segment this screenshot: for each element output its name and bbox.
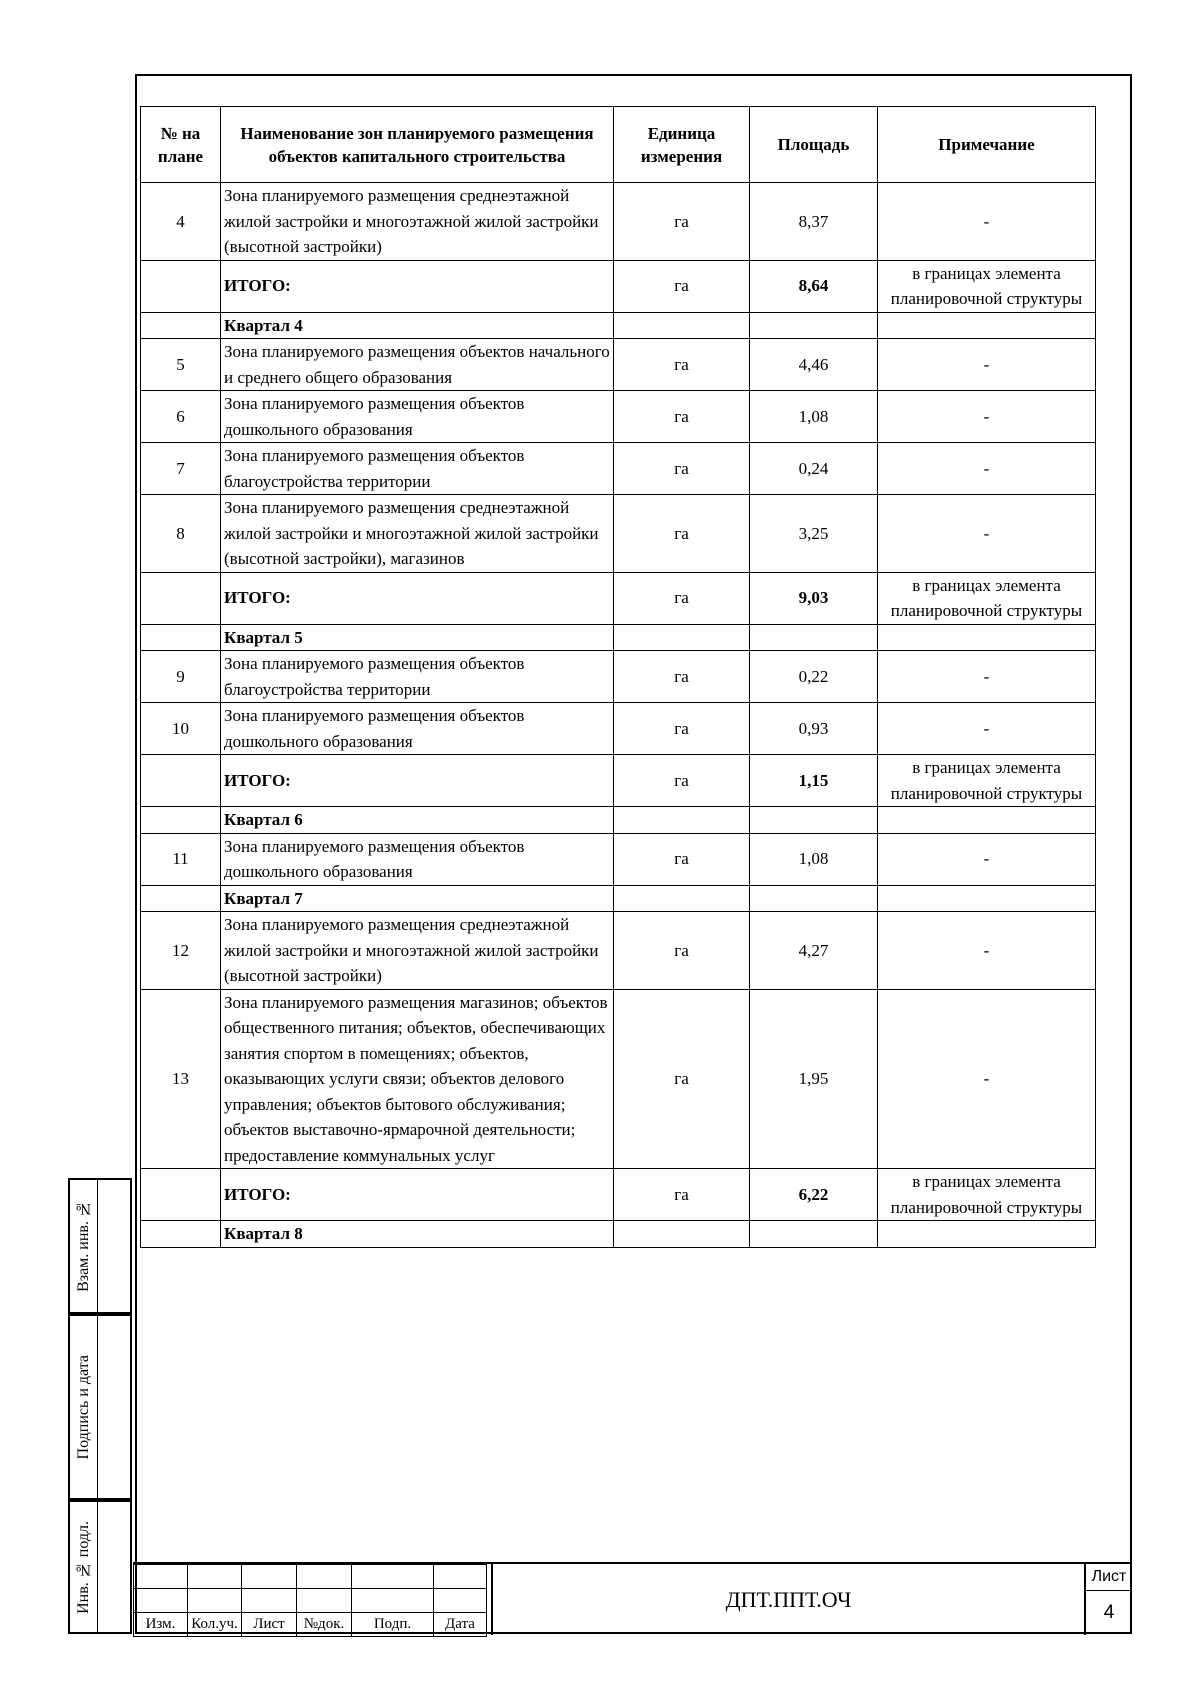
stamp-izm: Изм. (134, 1613, 188, 1637)
cell-unit: га (614, 755, 750, 807)
cell-num: 6 (141, 391, 221, 443)
cell-num (141, 312, 221, 339)
cell-note (878, 624, 1096, 651)
cell-unit: га (614, 495, 750, 573)
cell-area: 0,22 (750, 651, 878, 703)
cell-note: - (878, 495, 1096, 573)
cell-zone-name: Зона планируемого размещения объектов начального и среднего общего образования (221, 339, 614, 391)
cell-note: в границах элемента планировочной структуры (878, 755, 1096, 807)
cell-num: 4 (141, 183, 221, 261)
cell-note: - (878, 339, 1096, 391)
block-heading: Квартал 4 (221, 312, 614, 339)
cell-unit: га (614, 1169, 750, 1221)
cell-unit: га (614, 572, 750, 624)
cell-unit: га (614, 391, 750, 443)
table-row (141, 912, 1096, 990)
stamp-ndok: №док. (297, 1613, 352, 1637)
block-heading: Квартал 6 (221, 807, 614, 834)
stamp-kol: Кол.уч. (188, 1613, 242, 1637)
cell-note: - (878, 833, 1096, 885)
cell-num (141, 755, 221, 807)
cell-num (141, 1221, 221, 1248)
cell-num (141, 260, 221, 312)
cell-zone-name: Зона планируемого размещения объектов дошкольного образования (221, 703, 614, 755)
table-row (141, 572, 1096, 624)
cell-unit (614, 312, 750, 339)
total-area: 1,15 (750, 755, 878, 807)
table-row (141, 833, 1096, 885)
header-note: Примечание (878, 107, 1096, 183)
cell-area: 3,25 (750, 495, 878, 573)
cell-zone-name: Зона планируемого размещения среднеэтажной жилой застройки и многоэтажной жилой застройки (высотной застройки) (221, 183, 614, 261)
header-unit: Единица измерения (614, 107, 750, 183)
table-row (141, 391, 1096, 443)
table-row (141, 312, 1096, 339)
table-row (141, 1169, 1096, 1221)
cell-zone-name: Зона планируемого размещения объектов дошкольного образования (221, 833, 614, 885)
block-heading: Квартал 5 (221, 624, 614, 651)
table-row (141, 703, 1096, 755)
cell-unit: га (614, 443, 750, 495)
cell-num: 5 (141, 339, 221, 391)
cell-area: 4,27 (750, 912, 878, 990)
cell-unit (614, 807, 750, 834)
cell-zone-name: Зона планируемого размещения объектов благоустройства территории (221, 651, 614, 703)
table-body (141, 183, 1096, 1248)
cell-zone-name: Зона планируемого размещения среднеэтажной жилой застройки и многоэтажной жилой застройки (высотной застройки) (221, 912, 614, 990)
cell-area (750, 885, 878, 912)
side-field-inv (68, 1500, 132, 1634)
total-label: ИТОГО: (221, 572, 614, 624)
cell-note (878, 885, 1096, 912)
cell-zone-name: Зона планируемого размещения магазинов; объектов общественного питания; объектов, обеспечивающих занятия спортом в помещениях; объектов, оказывающих услуги связи; объектов делового управления; объектов бытового обслуживания; объектов выставочно-ярмарочной деятельности; предоставление коммунальных услуг (221, 989, 614, 1169)
table-row (141, 755, 1096, 807)
cell-unit: га (614, 651, 750, 703)
side-label-vzam: Взам. инв. № (74, 1200, 92, 1292)
header-num: № на плане (141, 107, 221, 183)
cell-note (878, 312, 1096, 339)
side-label-inv: Инв. № подл. (74, 1520, 92, 1614)
cell-area: 0,24 (750, 443, 878, 495)
block-heading: Квартал 8 (221, 1221, 614, 1248)
cell-unit: га (614, 989, 750, 1169)
cell-area: 1,08 (750, 833, 878, 885)
cell-area: 1,08 (750, 391, 878, 443)
header-name: Наименование зон планируемого размещения объектов капитального строительства (221, 107, 614, 183)
signature-grid (133, 1564, 487, 1637)
cell-note: - (878, 183, 1096, 261)
sheet-label: Лист (1086, 1564, 1132, 1591)
table-row (141, 495, 1096, 573)
cell-unit: га (614, 339, 750, 391)
table-row (141, 807, 1096, 834)
cell-note (878, 1221, 1096, 1248)
sheet-box (1084, 1564, 1132, 1635)
cell-unit: га (614, 183, 750, 261)
cell-area (750, 1221, 878, 1248)
table-row (141, 989, 1096, 1169)
cell-zone-name: Зона планируемого размещения объектов благоустройства территории (221, 443, 614, 495)
stamp-data: Дата (434, 1613, 487, 1637)
table-row (141, 183, 1096, 261)
cell-unit: га (614, 833, 750, 885)
table-row (141, 1221, 1096, 1248)
cell-area (750, 624, 878, 651)
cell-note: - (878, 443, 1096, 495)
cell-unit (614, 1221, 750, 1248)
cell-num: 13 (141, 989, 221, 1169)
header-area: Площадь (750, 107, 878, 183)
total-label: ИТОГО: (221, 260, 614, 312)
total-area: 8,64 (750, 260, 878, 312)
table-header-row (141, 107, 1096, 183)
table-row (141, 260, 1096, 312)
cell-zone-name: Зона планируемого размещения среднеэтажной жилой застройки и многоэтажной жилой застройки (высотной застройки), магазинов (221, 495, 614, 573)
cell-num (141, 807, 221, 834)
cell-zone-name: Зона планируемого размещения объектов дошкольного образования (221, 391, 614, 443)
cell-num: 11 (141, 833, 221, 885)
cell-num: 10 (141, 703, 221, 755)
side-label-podpis: Подпись и дата (74, 1354, 92, 1460)
block-heading: Квартал 7 (221, 885, 614, 912)
table-row (141, 885, 1096, 912)
total-label: ИТОГО: (221, 755, 614, 807)
cell-note: - (878, 703, 1096, 755)
table-row (141, 339, 1096, 391)
cell-num (141, 572, 221, 624)
cell-note: - (878, 391, 1096, 443)
cell-num: 7 (141, 443, 221, 495)
cell-unit: га (614, 260, 750, 312)
cell-note: в границах элемента планировочной структуры (878, 572, 1096, 624)
cell-num: 8 (141, 495, 221, 573)
cell-area: 0,93 (750, 703, 878, 755)
cell-unit: га (614, 912, 750, 990)
cell-num: 12 (141, 912, 221, 990)
total-label: ИТОГО: (221, 1169, 614, 1221)
cell-note: - (878, 912, 1096, 990)
total-area: 6,22 (750, 1169, 878, 1221)
stamp-podp: Подп. (352, 1613, 434, 1637)
cell-area: 4,46 (750, 339, 878, 391)
cell-area: 1,95 (750, 989, 878, 1169)
cell-num (141, 1169, 221, 1221)
cell-num: 9 (141, 651, 221, 703)
cell-num (141, 885, 221, 912)
table-row (141, 443, 1096, 495)
cell-area: 8,37 (750, 183, 878, 261)
cell-num (141, 624, 221, 651)
cell-unit (614, 885, 750, 912)
total-area: 9,03 (750, 572, 878, 624)
cell-note (878, 807, 1096, 834)
title-block (133, 1562, 1132, 1635)
cell-note: - (878, 989, 1096, 1169)
cell-unit (614, 624, 750, 651)
cell-area (750, 807, 878, 834)
stamp-list: Лист (242, 1613, 297, 1637)
cell-note: в границах элемента планировочной структуры (878, 260, 1096, 312)
zones-table (140, 106, 1096, 1248)
side-field-podpis (68, 1314, 132, 1500)
cell-area (750, 312, 878, 339)
document-code: ДПТ.ППТ.ОЧ (491, 1564, 1084, 1635)
cell-note: - (878, 651, 1096, 703)
cell-unit: га (614, 703, 750, 755)
sheet-number: 4 (1103, 1602, 1115, 1623)
table-row (141, 651, 1096, 703)
side-field-vzam (68, 1178, 132, 1314)
table-row (141, 624, 1096, 651)
cell-note: в границах элемента планировочной структуры (878, 1169, 1096, 1221)
